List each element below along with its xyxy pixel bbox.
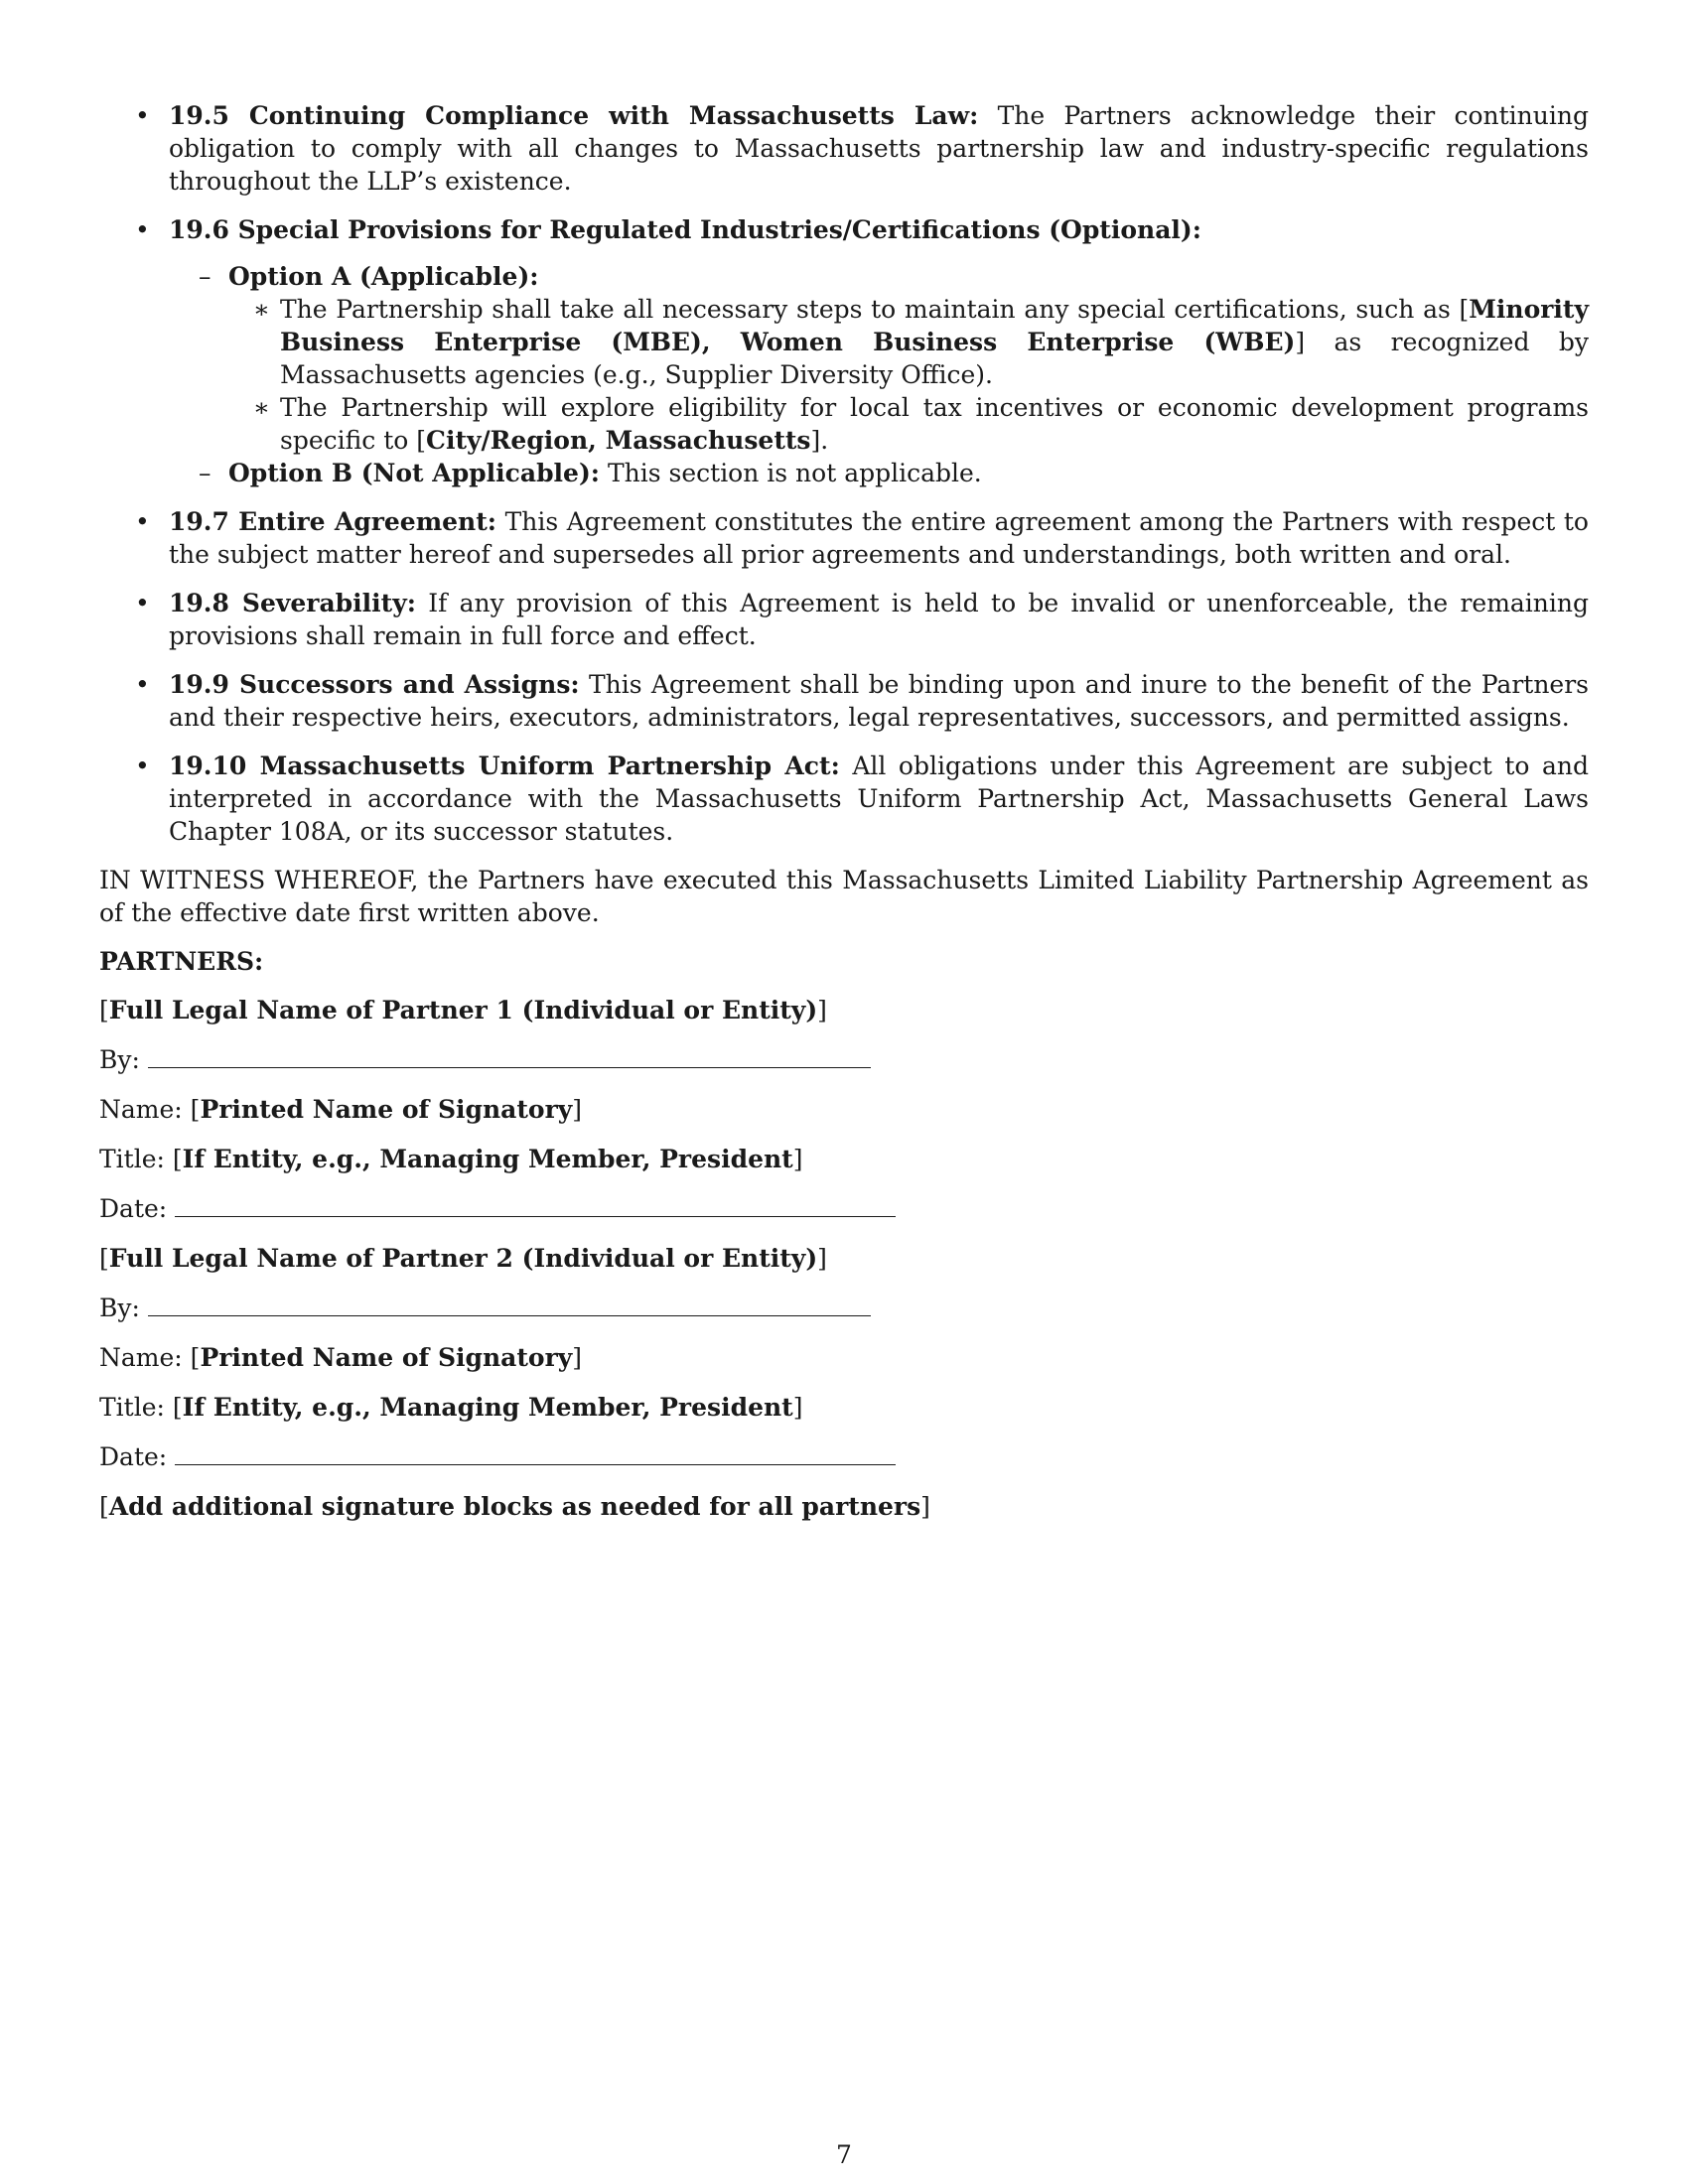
page-number: 7: [836, 2140, 852, 2169]
date-line: Date:: [99, 1440, 1589, 1473]
section-text: The Partners acknowledge their continuing obligation to comply with all changes to Massachusetts partnership law and industry-specific regulations throughout the LLP’s existence.: [169, 101, 1589, 196]
partner-name: [Full Legal Name of Partner 2 (Individual or Entity)]: [99, 1244, 827, 1273]
section-heading: 19.7 Entire Agreement:: [169, 507, 497, 536]
asterisk-icon: ∗: [253, 295, 270, 324]
signature-block-partner-1: [99, 994, 1589, 1225]
signature-block-partner-2: [99, 1242, 1589, 1473]
asterisk-icon: ∗: [253, 393, 270, 422]
additional-signatures-note: [Add additional signature blocks as needed for all partners]: [99, 1492, 930, 1521]
title-line: Title: [If Entity, e.g., Managing Member, President]: [99, 1145, 803, 1173]
date-line: Date:: [99, 1192, 1589, 1225]
dash-icon: –: [199, 459, 211, 487]
bullet-icon: •: [135, 589, 150, 617]
bullet-icon: •: [135, 507, 150, 536]
section-heading: 19.5 Continuing Compliance with Massachusetts Law:: [169, 101, 979, 130]
option-a-item-certifications: ∗ The Partnership shall take all necessary steps to maintain any special certifications, such as [Minority Business Enterprise (MBE), Women Business Enterprise (WBE)] as recognized by Massachusetts agencies (e.g., Supplier Diversity Office).: [253, 295, 1589, 389]
placeholder-certifications: Minority Business Enterprise (MBE), Women Business Enterprise (WBE): [280, 295, 1589, 356]
section-text: This Agreement constitutes the entire agreement among the Partners with respect to the subject matter hereof and supersedes all prior agreements and understandings, both written and oral.: [169, 507, 1589, 569]
signature-field[interactable]: [148, 1292, 871, 1316]
bullet-icon: •: [135, 215, 150, 244]
by-line: By:: [99, 1292, 1589, 1324]
bullet-icon: •: [135, 670, 150, 699]
partners-heading: PARTNERS:: [99, 947, 264, 976]
section-19-7: [99, 505, 1589, 571]
by-line: By:: [99, 1043, 1589, 1076]
section-heading: 19.9 Successors and Assigns:: [169, 670, 580, 699]
bullet-icon: •: [135, 751, 150, 780]
option-b: [169, 457, 1589, 489]
section-19-9: [99, 668, 1589, 734]
placeholder-city-region: City/Region, Massachusetts: [426, 426, 811, 455]
title-line: Title: [If Entity, e.g., Managing Member, President]: [99, 1393, 803, 1422]
option-a-item-tax-incentives: ∗ The Partnership will explore eligibility for local tax incentives or economic development programs specific to [City/Region, Massachusetts].: [253, 393, 1589, 455]
provisions-list: [99, 99, 1589, 848]
option-a: [169, 260, 1589, 457]
option-a-items: [228, 293, 1589, 457]
document-page: [99, 99, 1589, 1540]
section-text: If any provision of this Agreement is held to be invalid or unenforceable, the remaining provisions shall remain in full force and effect.: [169, 589, 1589, 650]
option-b-label: Option B (Not Applicable):: [228, 459, 601, 487]
section-heading: 19.6 Special Provisions for Regulated Industries/Certifications (Optional):: [169, 215, 1201, 244]
section-heading: 19.8 Severability:: [169, 589, 416, 617]
bullet-icon: •: [135, 101, 150, 130]
section-text: This Agreement shall be binding upon and inure to the benefit of the Partners and their respective heirs, executors, administrators, legal representatives, successors, and permitted assigns.: [169, 670, 1589, 732]
name-line: Name: [Printed Name of Signatory]: [99, 1343, 583, 1372]
date-field[interactable]: [175, 1192, 896, 1217]
section-19-8: [99, 587, 1589, 652]
option-a-label: Option A (Applicable):: [228, 262, 539, 291]
options-list: [169, 260, 1589, 489]
partner-name: [Full Legal Name of Partner 1 (Individual or Entity)]: [99, 996, 827, 1024]
option-b-text: This section is not applicable.: [607, 459, 982, 487]
section-19-6: [99, 213, 1589, 489]
section-19-10: [99, 750, 1589, 848]
name-line: Name: [Printed Name of Signatory]: [99, 1095, 583, 1124]
section-text: All obligations under this Agreement are subject to and interpreted in accordance with the Massachusetts Uniform Partnership Act, Massachusetts General Laws Chapter 108A, or its successor statutes.: [169, 751, 1590, 846]
signature-field[interactable]: [148, 1043, 871, 1068]
date-field[interactable]: [175, 1440, 896, 1465]
witness-paragraph: IN WITNESS WHEREOF, the Partners have executed this Massachusetts Limited Liability Partnership Agreement as of the effective date first written above.: [99, 866, 1589, 927]
section-heading: 19.10 Massachusetts Uniform Partnership Act:: [169, 751, 840, 780]
dash-icon: –: [199, 262, 211, 291]
section-19-5: [99, 99, 1589, 198]
